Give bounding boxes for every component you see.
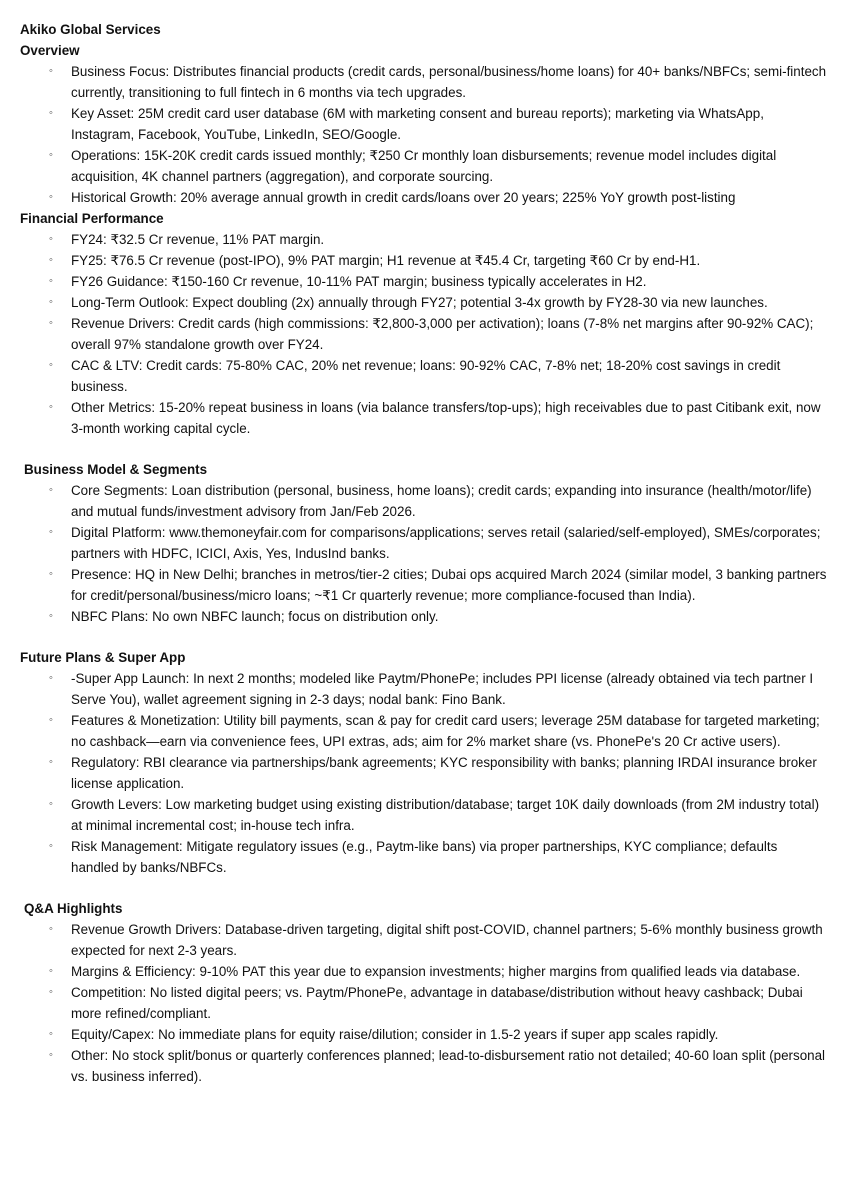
list-item-text: Business Focus: Distributes financial products (credit cards, personal/business/home loans) for 40+ banks/NBFCs; semi-fintech currently, transitioning to full fintech in 6 months via tech upgrades.	[71, 64, 827, 100]
list-item-text: Core Segments: Loan distribution (personal, business, home loans); credit cards; expanding into insurance (health/motor/life) and mutual funds/investment advisory from Jan/Feb 2026.	[71, 483, 812, 519]
bullet-list	[20, 919, 827, 1087]
bullet-icon: ◦	[49, 756, 53, 768]
list-item	[20, 961, 827, 982]
list-item	[20, 61, 827, 103]
bullet-icon: ◦	[49, 1028, 53, 1040]
list-item-text: Equity/Capex: No immediate plans for equity raise/dilution; consider in 1.5-2 years if super app scales rapidly.	[71, 1027, 719, 1042]
bullet-icon: ◦	[49, 359, 53, 371]
list-item-text: CAC & LTV: Credit cards: 75-80% CAC, 20% net revenue; loans: 90-92% CAC, 7-8% net; 18-20% cost savings in credit business.	[71, 358, 781, 394]
list-item	[20, 250, 827, 271]
document-title: Akiko Global Services	[20, 22, 161, 37]
list-item	[20, 564, 827, 606]
list-item	[20, 292, 827, 313]
list-item	[20, 606, 827, 627]
section-spacer	[20, 878, 827, 898]
bullet-icon: ◦	[49, 484, 53, 496]
section-heading: Overview	[20, 43, 80, 58]
list-item-text: Presence: HQ in New Delhi; branches in metros/tier-2 cities; Dubai ops acquired March 2024 (similar model, 3 banking partners for credit/personal/business/micro loans; ~₹1 Cr quarterly revenue; more compliance-focused than India).	[71, 567, 827, 603]
bullet-icon: ◦	[49, 1049, 53, 1061]
bullet-icon: ◦	[49, 191, 53, 203]
list-item-text: FY25: ₹76.5 Cr revenue (post-IPO), 9% PAT margin; H1 revenue at ₹45.4 Cr, targeting ₹60 Cr by end-H1.	[71, 253, 701, 268]
list-item-text: Long-Term Outlook: Expect doubling (2x) annually through FY27; potential 3-4x growth by FY28-30 via new launches.	[71, 295, 768, 310]
list-item	[20, 271, 827, 292]
bullet-icon: ◦	[49, 714, 53, 726]
list-item	[20, 710, 827, 752]
bullet-icon: ◦	[49, 923, 53, 935]
list-item-text: Competition: No listed digital peers; vs. Paytm/PhonePe, advantage in database/distribution without heavy cashback; Dubai more refined/compliant.	[71, 985, 803, 1021]
document-body	[20, 40, 827, 1087]
list-item-text: FY24: ₹32.5 Cr revenue, 11% PAT margin.	[71, 232, 325, 247]
bullet-icon: ◦	[49, 107, 53, 119]
list-item	[20, 1045, 827, 1087]
list-item-text: Revenue Growth Drivers: Database-driven targeting, digital shift post-COVID, channel partners; 5-6% monthly business growth expected for next 2-3 years.	[71, 922, 823, 958]
list-item	[20, 752, 827, 794]
list-item	[20, 480, 827, 522]
bullet-list	[20, 229, 827, 439]
bullet-icon: ◦	[49, 233, 53, 245]
list-item	[20, 145, 827, 187]
bullet-icon: ◦	[49, 568, 53, 580]
bullet-icon: ◦	[49, 965, 53, 977]
section-heading: Future Plans & Super App	[20, 650, 186, 665]
bullet-icon: ◦	[49, 401, 53, 413]
list-item	[20, 522, 827, 564]
bullet-icon: ◦	[49, 275, 53, 287]
bullet-icon: ◦	[49, 254, 53, 266]
bullet-icon: ◦	[49, 610, 53, 622]
list-item	[20, 1024, 827, 1045]
list-item-text: Revenue Drivers: Credit cards (high commissions: ₹2,800-3,000 per activation); loans (7-8% net margins after 90-92% CAC); overall 97% standalone growth over FY24.	[71, 316, 814, 352]
list-item-text: Other: No stock split/bonus or quarterly conferences planned; lead-to-disbursement ratio not detailed; 40-60 loan split (personal vs. business inferred).	[71, 1048, 826, 1084]
list-item-text: Risk Management: Mitigate regulatory issues (e.g., Paytm-like bans) via proper partnerships, KYC compliance; defaults handled by banks/NBFCs.	[71, 839, 778, 875]
list-item-text: -Super App Launch: In next 2 months; modeled like Paytm/PhonePe; includes PPI license (already obtained via tech partner I Serve You), wallet agreement signing in 2-3 days; nodal bank: Fino Bank.	[71, 671, 814, 707]
list-item-text: Margins & Efficiency: 9-10% PAT this year due to expansion investments; higher margins from qualified leads via database.	[71, 964, 801, 979]
bullet-icon: ◦	[49, 986, 53, 998]
list-item	[20, 355, 827, 397]
bullet-icon: ◦	[49, 526, 53, 538]
list-item-text: Growth Levers: Low marketing budget using existing distribution/database; target 10K daily downloads (from 2M industry total) at minimal incremental cost; in-house tech infra.	[71, 797, 820, 833]
list-item	[20, 103, 827, 145]
bullet-list	[20, 668, 827, 878]
list-item-text: Other Metrics: 15-20% repeat business in loans (via balance transfers/top-ups); high receivables due to past Citibank exit, now 3-month working capital cycle.	[71, 400, 821, 436]
list-item	[20, 919, 827, 961]
list-item-text: Digital Platform: www.themoneyfair.com for comparisons/applications; serves retail (salaried/self-employed), SMEs/corporates; partners with HDFC, ICICI, Axis, Yes, IndusInd banks.	[71, 525, 821, 561]
list-item-text: Historical Growth: 20% average annual growth in credit cards/loans over 20 years; 225% YoY growth post-listing	[71, 190, 736, 205]
list-item	[20, 187, 827, 208]
bullet-list	[20, 480, 827, 627]
list-item	[20, 313, 827, 355]
list-item-text: NBFC Plans: No own NBFC launch; focus on distribution only.	[71, 609, 439, 624]
section-heading: Q&A Highlights	[24, 901, 123, 916]
list-item-text: Regulatory: RBI clearance via partnerships/bank agreements; KYC responsibility with banks; planning IRDAI insurance broker license application.	[71, 755, 817, 791]
bullet-icon: ◦	[49, 149, 53, 161]
section-spacer	[20, 627, 827, 647]
bullet-icon: ◦	[49, 840, 53, 852]
list-item-text: Features & Monetization: Utility bill payments, scan & pay for credit card users; leverage 25M database for targeted marketing; no cashback—earn via convenience fees, UPI extras, ads; aim for 2% market share (vs. PhonePe's 20 Cr active users).	[71, 713, 820, 749]
section-heading: Financial Performance	[20, 211, 164, 226]
list-item	[20, 229, 827, 250]
bullet-list	[20, 61, 827, 208]
section-heading: Business Model & Segments	[24, 462, 208, 477]
bullet-icon: ◦	[49, 317, 53, 329]
list-item	[20, 836, 827, 878]
bullet-icon: ◦	[49, 65, 53, 77]
list-item-text: Operations: 15K-20K credit cards issued monthly; ₹250 Cr monthly loan disbursements; revenue model includes digital acquisition, 4K channel partners (aggregation), and corporate sourcing.	[71, 148, 777, 184]
list-item-text: FY26 Guidance: ₹150-160 Cr revenue, 10-11% PAT margin; business typically accelerates in H2.	[71, 274, 647, 289]
section-spacer	[20, 439, 827, 459]
list-item-text: Key Asset: 25M credit card user database (6M with marketing consent and bureau reports); marketing via WhatsApp, Instagram, Facebook, YouTube, LinkedIn, SEO/Google.	[71, 106, 764, 142]
list-item	[20, 668, 827, 710]
bullet-icon: ◦	[49, 672, 53, 684]
list-item	[20, 397, 827, 439]
list-item	[20, 794, 827, 836]
bullet-icon: ◦	[49, 296, 53, 308]
bullet-icon: ◦	[49, 798, 53, 810]
list-item	[20, 982, 827, 1024]
